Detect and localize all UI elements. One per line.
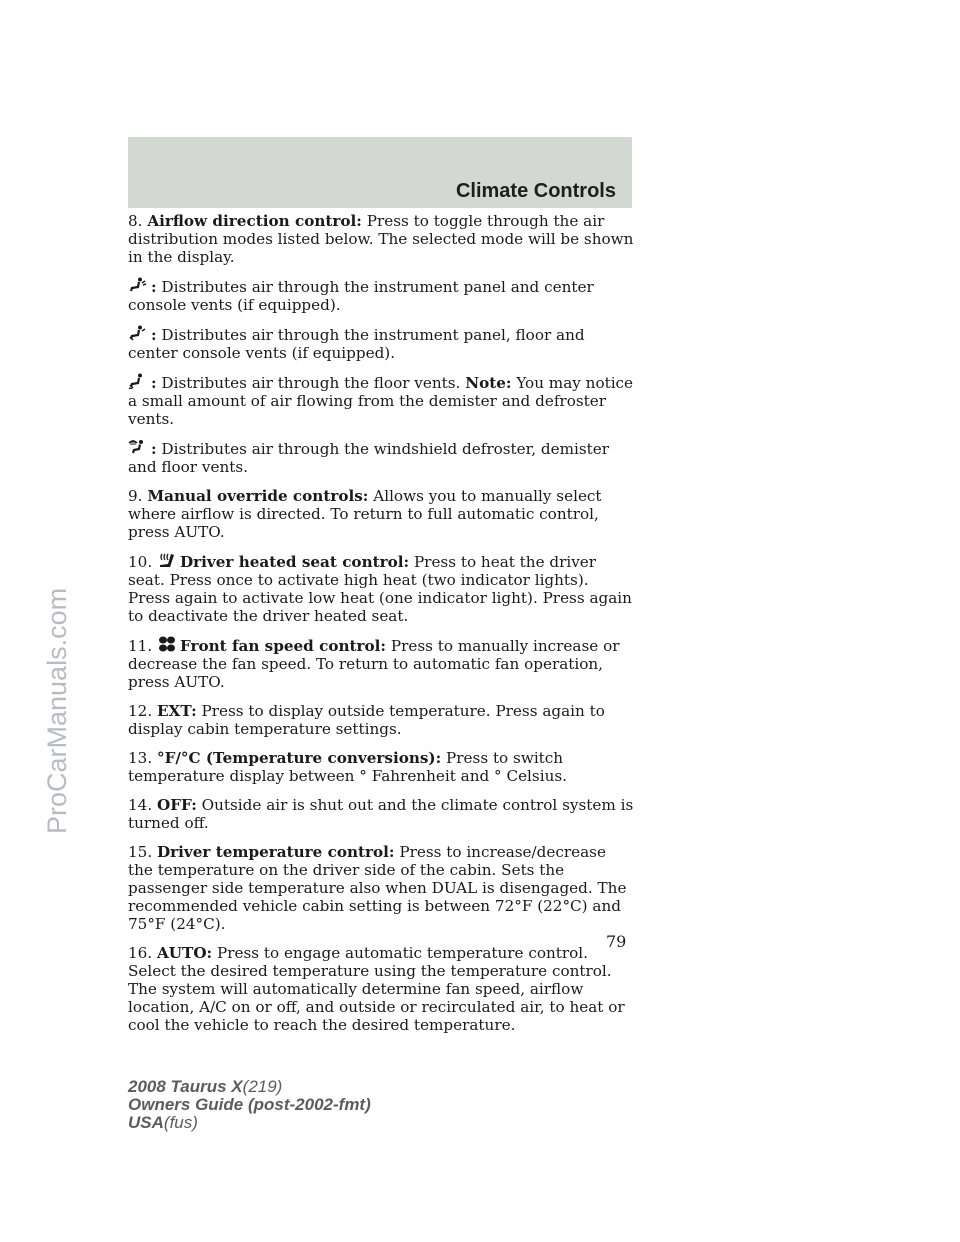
panel-vent-mode-icon bbox=[128, 277, 148, 293]
fan-icon bbox=[157, 636, 177, 652]
item-label: Driver heated seat control: bbox=[179, 553, 410, 571]
page-content bbox=[128, 212, 634, 1045]
mode-defrost-floor: : Distributes air through the windshield defroster, demister and floor vents. bbox=[128, 440, 609, 476]
item-label: Airflow direction control: bbox=[147, 212, 362, 230]
defrost-floor-mode-icon bbox=[128, 439, 148, 455]
item-label: EXT: bbox=[156, 702, 197, 720]
item-13: 13. °F/°C (Temperature conversions): Press to switch temperature display between ° Fahrenheit and ° Celsius. bbox=[128, 749, 567, 785]
item-10: 10. Driver heated seat control: Press to heat the driver seat. Press once to activate high heat (two indicator lights). Press again to activate low heat (one indicator light). Press again to deactivate the driver heated seat. bbox=[128, 553, 632, 625]
document-footer: 2008 Taurus X(219) Owners Guide (post-2002-fmt) USA(fus) bbox=[128, 1077, 371, 1132]
mode-panel-floor: : Distributes air through the instrument panel, floor and center console vents (if equipped). bbox=[128, 326, 585, 362]
mode-floor: : Distributes air through the floor vents. Note: You may notice a small amount of air flowing from the demister and defroster vents. bbox=[128, 374, 634, 428]
item-14: 14. OFF: Outside air is shut out and the climate control system is turned off. bbox=[128, 796, 634, 832]
item-9: 9. Manual override controls: Allows you to manually select where airflow is directed. To return to full automatic control, press AUTO. bbox=[128, 487, 602, 541]
item-label: Manual override controls: bbox=[147, 487, 369, 505]
item-15: 15. Driver temperature control: Press to increase/decrease the temperature on the driver side of the cabin. Sets the passenger side temperature also when DUAL is disengaged. The recommended vehicle cabin setting is between 72°F (22°C) and 75°F (24°C). bbox=[128, 843, 627, 933]
item-label: °F/°C (Temperature conversions): bbox=[156, 749, 442, 767]
item-label: OFF: bbox=[156, 796, 197, 814]
item-11: 11. Front fan speed control: Press to manually increase or decrease the fan speed. To return to automatic fan operation, press AUTO. bbox=[128, 637, 620, 691]
mode-panel: : Distributes air through the instrument panel and center console vents (if equipped). bbox=[128, 278, 594, 314]
page-number: 79 bbox=[606, 932, 627, 951]
section-title: Climate Controls bbox=[455, 180, 616, 202]
item-16: 16. AUTO: Press to engage automatic temperature control. Select the desired temperature using the temperature control. The system will automatically determine fan speed, airflow location, A/C on or off, and outside or recirculated air, to heat or cool the vehicle to reach the desired temperature. bbox=[128, 944, 625, 1034]
panel-floor-mode-icon bbox=[128, 325, 148, 341]
watermark: ProCarManuals.com bbox=[42, 587, 72, 834]
heated-seat-icon bbox=[157, 552, 177, 568]
item-8: 8. Airflow direction control: Press to toggle through the air distribution modes listed below. The selected mode will be shown in the display. bbox=[128, 212, 634, 266]
item-12: 12. EXT: Press to display outside temperature. Press again to display cabin temperature settings. bbox=[128, 702, 605, 738]
floor-mode-icon bbox=[128, 373, 148, 389]
item-label: AUTO: bbox=[156, 944, 213, 962]
item-label: Driver temperature control: bbox=[156, 843, 395, 861]
item-label: Front fan speed control: bbox=[179, 637, 387, 655]
section-header-bar bbox=[128, 137, 632, 208]
